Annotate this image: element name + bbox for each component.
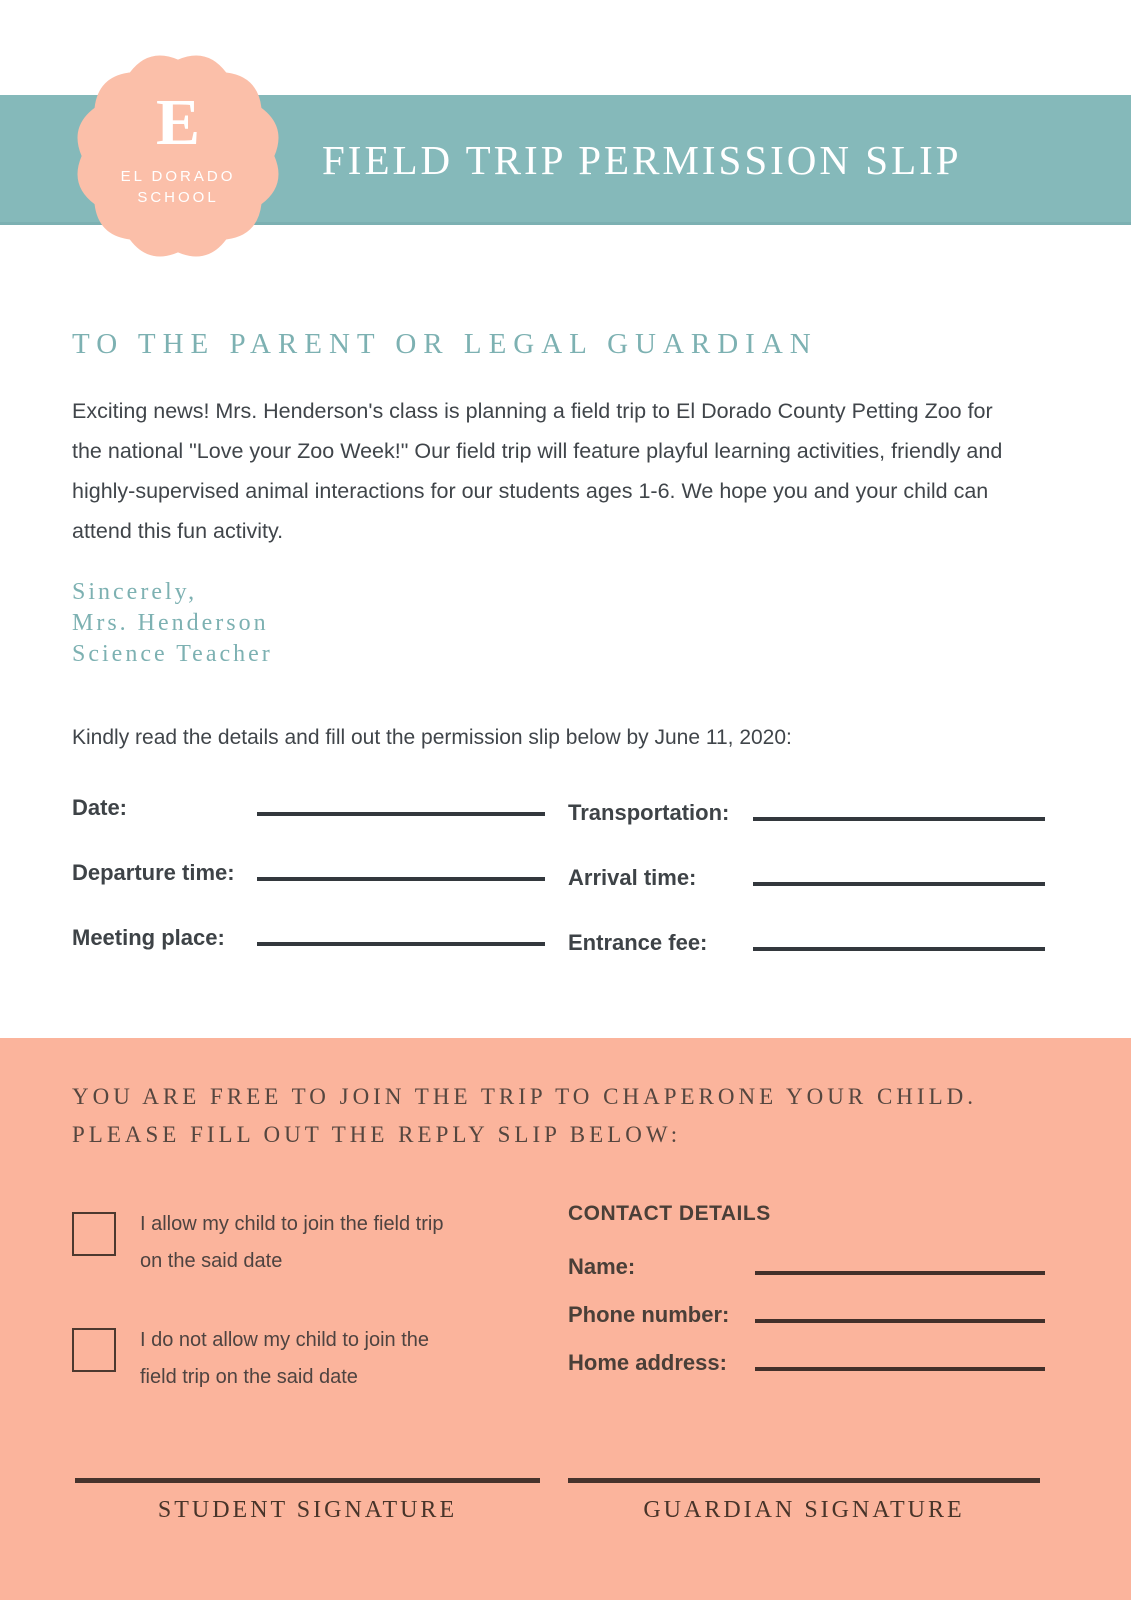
form-row-departure-time [72, 858, 545, 888]
form-row-date [72, 793, 545, 823]
guardian-signature-line[interactable] [568, 1478, 1040, 1483]
badge-school-line2: SCHOOL [137, 189, 219, 206]
permission-checkbox-group [72, 1206, 472, 1438]
form-row-transportation [568, 798, 1045, 828]
reply-section-heading [72, 1078, 977, 1154]
name-label: Name: [568, 1254, 636, 1279]
arrival-time-label: Arrival time: [568, 865, 697, 890]
closing-teacher-name: Mrs. Henderson [72, 610, 269, 636]
salutation-heading: TO THE PARENT OR LEGAL GUARDIAN [72, 328, 818, 360]
contact-row-address [568, 1348, 1045, 1378]
contact-row-phone [568, 1300, 1045, 1330]
trip-form-right-column [568, 798, 1045, 993]
reply-heading-line1: YOU ARE FREE TO JOIN THE TRIP TO CHAPERONE YOUR CHILD. [72, 1084, 977, 1109]
form-row-arrival-time [568, 863, 1045, 893]
student-signature-block [75, 1478, 540, 1524]
reply-slip-section [0, 1038, 1131, 1600]
page-title: FIELD TRIP PERMISSION SLIP [322, 137, 962, 183]
instruction-line: Kindly read the details and fill out the permission slip below by June 11, 2020: [72, 726, 792, 749]
badge-school-name [121, 166, 236, 208]
letter-body: Exciting news! Mrs. Henderson's class is planning a field trip to El Dorado County Petting Zoo for the national "Love your Zoo Week!" Our field trip will feature playful learning activities, friendly and highly-supervised animal interactions for our students ages 1-6. We hope you and your child can attend this fun activity. [72, 399, 1003, 543]
phone-number-label: Phone number: [568, 1302, 730, 1327]
meeting-place-label: Meeting place: [72, 925, 225, 950]
home-address-fill-line[interactable] [755, 1367, 1045, 1371]
transportation-fill-line[interactable] [753, 817, 1045, 821]
disallow-checkbox-item [72, 1322, 472, 1396]
trip-form-left-column [72, 793, 545, 988]
allow-checkbox-label: I allow my child to join the field trip on the said date [140, 1213, 444, 1272]
date-fill-line[interactable] [257, 812, 545, 816]
closing-teacher-title: Science Teacher [72, 641, 273, 667]
disallow-checkbox[interactable] [72, 1328, 116, 1372]
allow-checkbox[interactable] [72, 1212, 116, 1256]
date-label: Date: [72, 795, 128, 820]
guardian-signature-label: GUARDIAN SIGNATURE [643, 1497, 965, 1523]
contact-details-block [568, 1202, 1045, 1396]
badge-text [72, 50, 284, 262]
student-signature-line[interactable] [75, 1478, 540, 1483]
contact-details-heading: CONTACT DETAILS [568, 1202, 771, 1225]
departure-time-fill-line[interactable] [257, 877, 545, 881]
entrance-fee-label: Entrance fee: [568, 930, 708, 955]
guardian-signature-block [568, 1478, 1040, 1524]
meeting-place-fill-line[interactable] [257, 942, 545, 946]
student-signature-label: STUDENT SIGNATURE [157, 1497, 458, 1523]
home-address-label: Home address: [568, 1350, 727, 1375]
arrival-time-fill-line[interactable] [753, 882, 1045, 886]
closing-sincerely: Sincerely, [72, 579, 198, 605]
entrance-fee-fill-line[interactable] [753, 947, 1045, 951]
departure-time-label: Departure time: [72, 860, 235, 885]
allow-checkbox-item [72, 1206, 472, 1280]
phone-number-fill-line[interactable] [755, 1319, 1045, 1323]
badge-initial: E [155, 86, 201, 159]
letter-closing [72, 577, 273, 670]
school-badge [72, 50, 284, 262]
form-row-entrance-fee [568, 928, 1045, 958]
disallow-checkbox-label: I do not allow my child to join the field trip on the said date [140, 1329, 430, 1388]
transportation-label: Transportation: [568, 800, 730, 825]
contact-row-name [568, 1252, 1045, 1282]
name-fill-line[interactable] [755, 1271, 1045, 1275]
reply-heading-line2: PLEASE FILL OUT THE REPLY SLIP BELOW: [72, 1122, 682, 1147]
badge-school-line1: EL DORADO [120, 168, 236, 185]
form-row-meeting-place [72, 923, 545, 953]
